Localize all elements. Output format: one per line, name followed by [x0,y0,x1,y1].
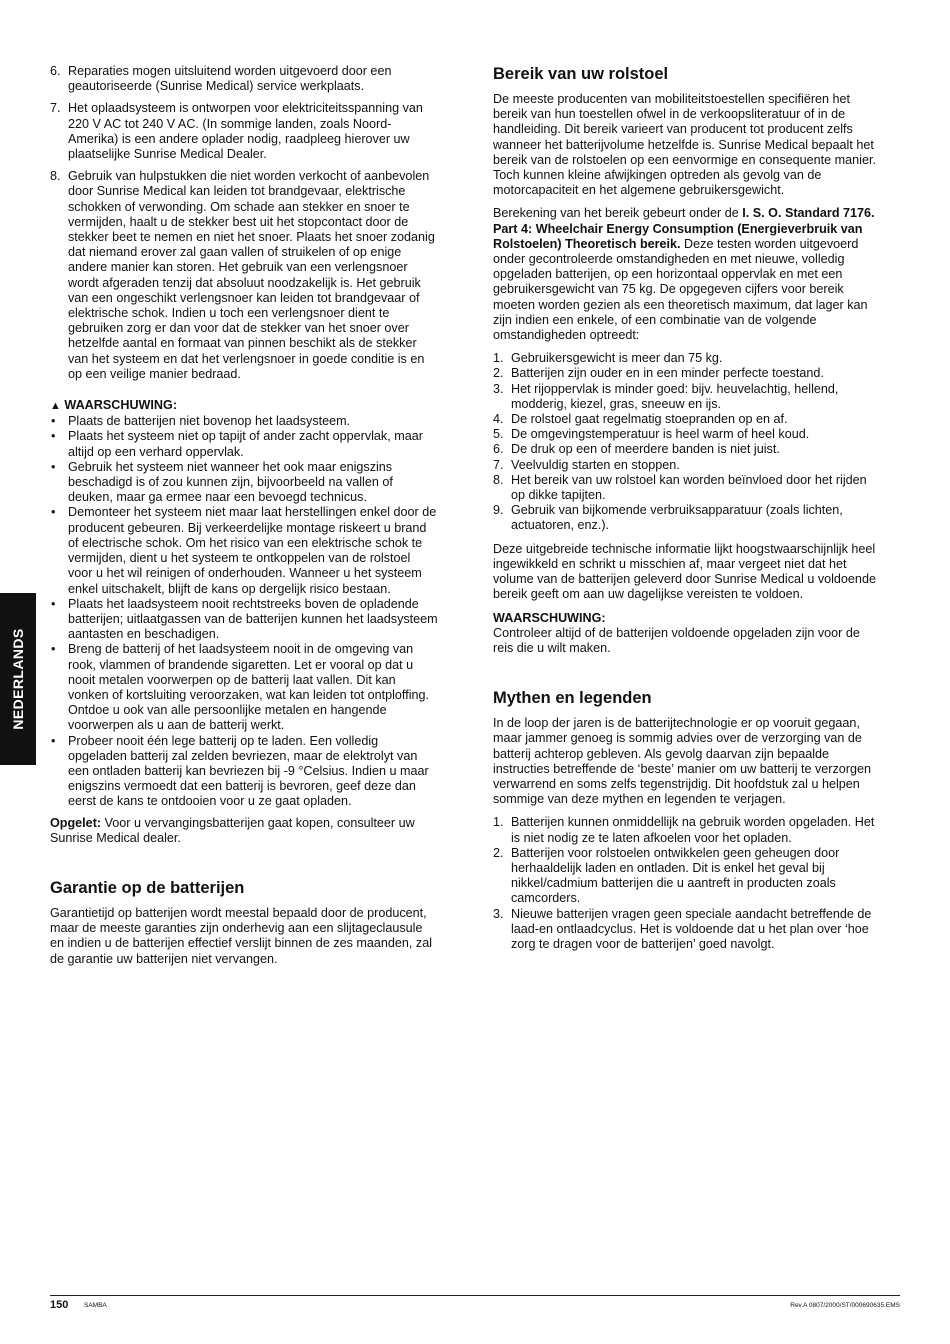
list-item: 8. Gebruik van hulpstukken die niet worden verkocht of aanbevolen door Sunrise Medical kan leiden tot brandgevaar, elektrische schokken of verwonding. Om schade aan stekker en snoer te vermijden, haalt u de stekker best uit het stopcontact door de stekker beet te nemen en niet het snoer. Plaats het snoer zodanig dat niemand erover zal gaan vallen of struikelen of op enige andere manier kan storen. Het gebruik van een verlengsnoer wordt afgeraden tenzij dat absoluut noodzakelijk is. Het gebruik van een ongeschikt verlengsnoer kan leiden tot brandgevaar of elektrische schok. Indien u toch een verlengsnoer dient te gebruiken zorg er dan voor dat de stekker van het snoer over hetzelfde aantal en formaat van pinnen beschikt als de stekker van het systeem en dat het verlengsnoer in goede conditie is en op een veilige manier bedraad. [50,169,435,381]
model-name: SAMBA [84,1302,107,1309]
warning-heading: WAARSCHUWING: [493,610,606,625]
warning-paragraph: Controleer altijd of de batterijen voldoende opgeladen zijn voor de reis die u wilt maken. [493,625,860,655]
language-label: NEDERLANDS [10,628,26,730]
iso-paragraph: Berekening van het bereik gebeurt onder de I. S. O. Standard 7176. Part 4: Wheelchair Energy Consumption (Energieverbruik van Rolstoelen) Theoretisch bereik. Deze testen worden uitgevoerd onder gecontroleerde omstandigheden en met nieuwe, volledig opgeladen batterijen, op een horizontaal oppervlak en met een gebruikersgewicht van 75 kg. De opgegeven cijfers voor bereik moeten worden gezien als een theoretisch maximum, dat lager kan zijn indien een enkele, of een combinatie van de volgende omstandigheden optreedt: [493,206,875,343]
revision-code: Rev.A 0807/2000/ST/000690635.EMS [790,1302,900,1309]
list-item: 4. De rolstoel gaat regelmatig stoepranden op en af. [493,412,788,427]
list-item: 6. Reparaties mogen uitsluitend worden uitgevoerd door een geautoriseerde (Sunrise Medical) service werkplaats. [50,64,392,94]
myths-heading: Mythen en legenden [493,689,652,708]
list-item: 2. Batterijen voor rolstoelen ontwikkelen geen geheugen door herhaaldelijk laden en ontladen. Dit is enkel het geval bij nikkel/cadmium batterijen die u aantreft in producten zoals camcorders. [493,845,840,906]
guarantee-heading: Garantie op de batterijen [50,878,245,897]
list-item: • Plaats de batterijen niet bovenop het laadsysteem. [50,414,438,429]
range-conditions-list [493,351,883,533]
warning-triangle-icon: ▲ [50,400,61,413]
list-item: • Gebruik het systeem niet wanneer het ook maar enigszins beschadigd is of zou kunnen zijn, bijvoorbeeld na vallen of deuken, maar ga ermee naar een bevoegd technicus. [50,460,438,506]
list-item: • Plaats het systeem niet op tapijt of ander zacht oppervlak, maar altijd op een verhard oppervlak. [50,429,438,459]
list-item: 1. Gebruikersgewicht is meer dan 75 kg. [493,351,723,366]
list-item: 6. De druk op een of meerdere banden is niet juist. [493,442,780,457]
range-paragraph: De meeste producenten van mobiliteitstoestellen specifiëren het bereik van hun toestellen ofwel in de verkoopsliteratuur of in de handleiding. Dit bereik varieert van producent tot producent zelfs wanneer het batterijvolume hetzelfde is. Sunrise Medical bepaalt het bereik van de rolstoelen op een eenvormige en consequente manier. Toch kunnen kleine afwijkingen optreden als gevolg van de motorcapaciteit en het algemene gebruikersgewicht. [493,92,876,198]
list-item: 8. Het bereik van uw rolstoel kan worden beïnvloed door het rijden op dikke tapijten. [493,472,867,503]
myths-list [493,815,883,952]
list-item: • Plaats het laadsysteem nooit rechtstreeks boven de opladende batterijen; uitlaatgassen van de batterijen kunnen het laadsysteem aantasten en beschadigen. [50,597,438,643]
left-column [50,64,438,975]
warning-list [50,414,438,809]
list-item: • Probeer nooit één lege batterij op te laden. Een volledig opgeladen batterij zal zelden bevriezen, maar de elektrolyt van een ontladen batterij kan bevriezen bij -9 °Celsius. Indien u maar enigszins vermoedt dat een batterij is bevroren, geef deze dan eerst de kans te ontdooien voor u ze gaat opladen. [50,734,438,810]
list-item: • Demonteer het systeem niet maar laat herstellingen enkel door de producent gebeuren. Bij verkeerdelijke montage riskeert u brand of electrische schok. Om het risico van een elektrische schok te vermijden, dient u het systeem te ontkoppelen van de rolstoel voor u het wil reinigen of onderhouden. Wanneer u het systeem enkel uitschakelt, blijft de kans op dergelijk risico bestaan. [50,505,438,596]
list-item: 7. Veelvuldig starten en stoppen. [493,457,680,472]
language-side-tab [0,593,36,765]
list-item: • Breng de batterij of het laadsysteem nooit in de omgeving van rook, vlammen of brandende sigaretten. Let er vooral op dat u nooit metalen voorwerpen op de batterij laat vallen. Dit kan vonken of kortsluiting veroorzaken, wat kan leiden tot ontploffing. Ontdoe u ook van alle persoonlijke metalen en hangende voorwerpen als u aan de batterij werkt. [50,642,438,733]
list-item: 1. Batterijen kunnen onmiddellijk na gebruik worden opgeladen. Het is niet nodig ze te laten afkoelen voor het opladen. [493,815,875,845]
list-item: 3. Nieuwe batterijen vragen geen speciale aandacht betreffende de laad-en ontlaadcyclus. Het is voldoende dat u het plan over ‘hoe zorg te dragen voor de batterijen’ goed navolgt. [493,906,872,951]
note-paragraph: Opgelet: Voor u vervangingsbatterijen gaat kopen, consulteer uw Sunrise Medical dealer. [50,815,415,845]
guarantee-paragraph: Garantietijd op batterijen wordt meestal bepaald door de producent, maar de meeste garanties zijn onderhevig aan een slijtageclausule en indien u de batterijen effectief verslijt binnen de zes maanden, zal de garantie uw batterijen niet vervangen. [50,905,433,966]
warning-heading: ▲ WAARSCHUWING: [50,398,178,413]
technical-info-paragraph: Deze uitgebreide technische informatie lijkt hoogstwaarschijnlijk heel ingewikkeld en schrikt u misschien af, maar vergeet niet dat het volume van de batterijen geleverd door Sunrise Medical u voldoende bereik geeft om aan uw dagelijkse vereisten te voldoen. [493,541,876,602]
page-number: 150 [50,1299,69,1311]
list-item: 7. Het oplaadsysteem is ontworpen voor elektriciteitsspanning van 220 V AC tot 240 V AC. (In sommige landen, zoals Noord-Amerika) is een andere oplader nodig, raadpleeg hierover uw plaatselijke Sunrise Medical Dealer. [50,101,423,162]
right-column [493,64,883,960]
range-heading: Bereik van uw rolstoel [493,65,669,83]
safety-list [50,64,438,382]
list-item: 9. Gebruik van bijkomende verbruiksapparatuur (zoals lichten, actuatoren, enz.). [493,503,843,533]
list-item: 5. De omgevingstemperatuur is heel warm of heel koud. [493,427,810,442]
list-item: 2. Batterijen zijn ouder en in een minder perfecte toestand. [493,366,824,381]
footer-divider [50,1295,900,1296]
list-item: 3. Het rijoppervlak is minder goed: bijv. heuvelachtig, hellend, modderig, kiezel, gras, sneeuw en ijs. [493,381,839,411]
myths-paragraph: In de loop der jaren is de batterijtechnologie er op vooruit gegaan, maar jammer genoeg is sommig advies over de verzorging van de batterij achterop gebleven. Als gevolg daarvan zijn bepaalde instructies betreffende de ‘beste’ manier om uw batterij te verzorgen verwarrend en soms zelfs tegenstrijdig. Dit hoofdstuk zal u helpen sommige van deze mythen en legenden te verjagen. [493,716,872,807]
